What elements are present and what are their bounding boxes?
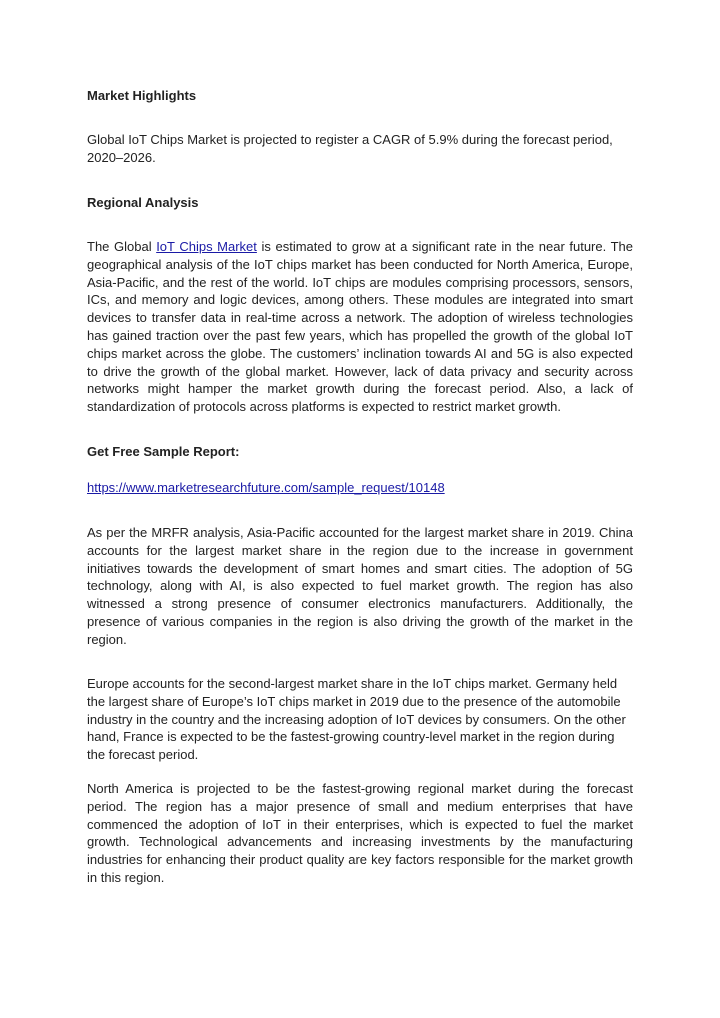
sample-report-url-link[interactable]: https://www.marketresearchfuture.com/sample_request/10148 — [87, 480, 445, 495]
regional-analysis-text-start: The Global — [87, 239, 157, 254]
regional-analysis-text-rest: is estimated to grow at a significant rate in the near future. The geographical analysis of the IoT chips market has been conducted for North America, Europe, Asia-Pacific, and the rest of the world. IoT chips are modules comprising processors, sensors, ICs, and memory and logic devices, among others. These modules are integrated into smart devices to transfer data in real-time across a network. The adoption of wireless technologies has gained traction over the past few years, which has propelled the growth of the global IoT chips market across the globe. The customers’ inclination towards AI and 5G is also expected to drive the growth of the global market. However, lack of data privacy and security across networks might hamper the market growth during the forecast period. Also, a lack of standardization of protocols across platforms is expected to restrict market growth. — [87, 239, 633, 415]
north-america-paragraph: North America is projected to be the fastest-growing regional market during the forecast period. The region has a major presence of small and medium enterprises that have commenced the adoption of IoT in their enterprises, which is expected to fuel the market growth. Technological advancements and increasing investments by the manufacturing industries for enhancing their product quality are key factors responsible for the market growth in this region. — [87, 781, 633, 885]
regional-analysis-paragraph — [87, 238, 633, 416]
iot-chips-market-link[interactable]: IoT Chips Market — [156, 239, 257, 254]
sample-report-heading: Get Free Sample Report: — [87, 444, 240, 459]
market-highlights-paragraph: Global IoT Chips Market is projected to register a CAGR of 5.9% during the forecast period, 2020–2026. — [87, 132, 613, 165]
sample-report-link-row — [87, 479, 633, 497]
europe-paragraph: Europe accounts for the second-largest market share in the IoT chips market. Germany held the largest share of Europe’s IoT chips market in 2019 due to the presence of the automobile industry in the country and the increasing adoption of IoT devices by consumers. On the other hand, France is expected to be the fastest-growing country-level market in the region during the forecast period. — [87, 676, 626, 763]
market-highlights-heading: Market Highlights — [87, 88, 197, 103]
asia-pacific-paragraph: As per the MRFR analysis, Asia-Pacific accounted for the largest market share in 2019. China accounts for the largest market share in the region due to the increase in government initiatives towards the development of smart homes and smart cities. The adoption of 5G technology, along with AI, is also expected to fuel market growth. The region has also witnessed a strong presence of consumer electronics manufacturers. Additionally, the presence of various companies in the region is also driving the growth of the market in the region. — [87, 525, 633, 647]
regional-analysis-heading: Regional Analysis — [87, 195, 199, 210]
